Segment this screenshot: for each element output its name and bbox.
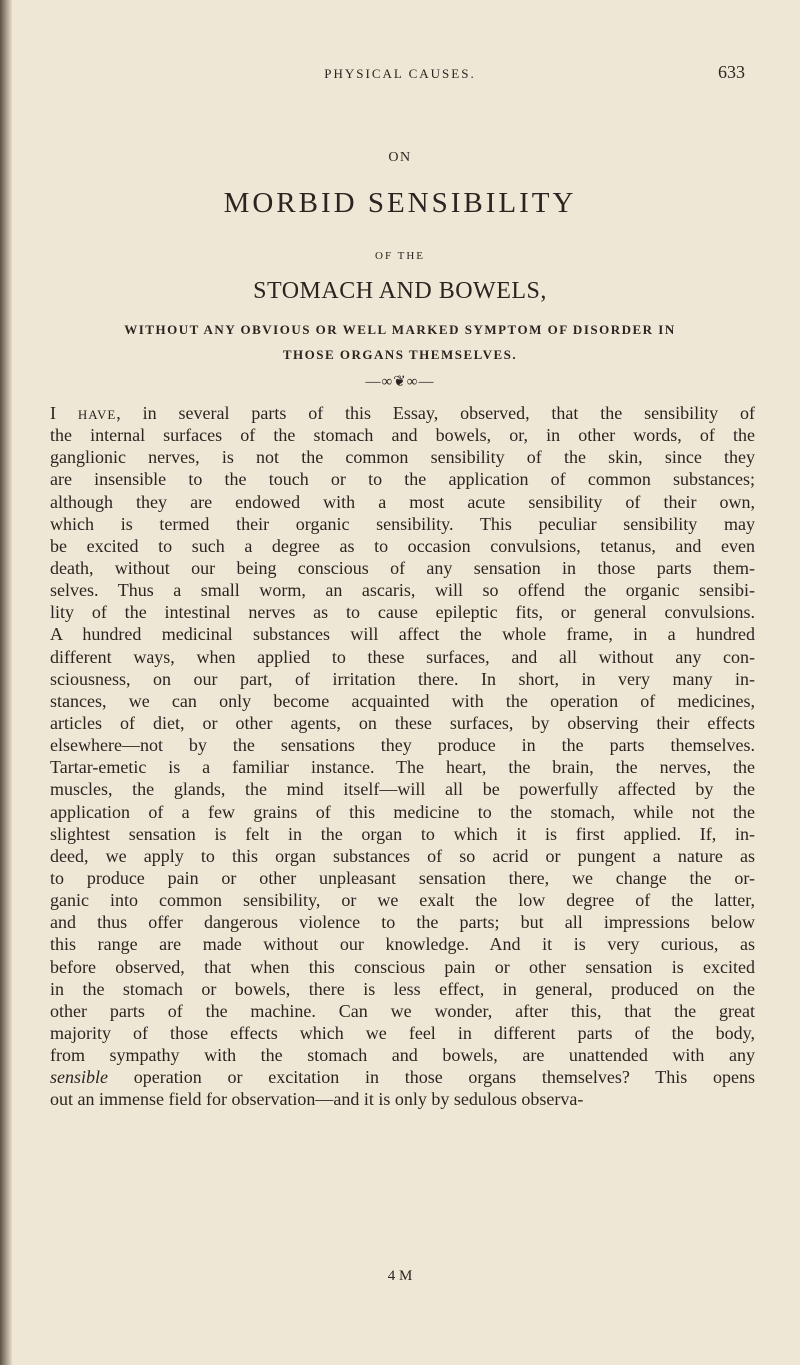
body-line [50,1088,755,1110]
body-line-text: be excited to such a degree as to occasion convulsions, tetanus, and even [50,535,755,556]
body-line-text: although they are endowed with a most acute sensibility of their own, [50,491,755,512]
body-line [50,491,755,513]
body-line [50,579,755,601]
body-line-text: selves. Thus a small worm, an ascaris, will so offend the organic sensibi- [50,580,755,601]
body-line [50,513,755,535]
body-paragraph [50,402,755,1111]
body-line-text: slightest sensation is felt in the organ to which it is first applied. If, in- [50,823,755,844]
body-line-text: ganic into common sensibility, or we exalt the low degree of the latter, [50,890,755,911]
body-line-italic: sensible [50,1067,108,1088]
body-line-text: sciousness, on our part, of irritation there. In short, in very many in- [50,668,755,689]
body-line [50,956,755,978]
body-line-text: operation or excitation in those organs themselves? This opens [108,1067,755,1088]
title-line-1: MORBID SENSIBILITY [223,187,577,219]
ornament-divider: —∞❦∞— [365,374,435,390]
body-line-text: in the stomach or bowels, there is less effect, in general, produced on the [50,978,755,999]
body-line [50,801,755,823]
body-line-text: , in several parts of this Essay, observed, that the sensibility of [116,403,755,423]
body-line [50,601,755,623]
body-line-text: application of a few grains of this medicine to the stomach, while not the [50,801,755,822]
body-line [50,911,755,933]
body-line [50,823,755,845]
body-line-text: A hundred medicinal substances will affect the whole frame, in a hundred [50,624,755,645]
body-line-text: ganglionic nerves, is not the common sensibility of the skin, since they [50,447,755,468]
body-line-text: which is termed their organic sensibility. This peculiar sensibility may [50,513,755,534]
body-line [50,668,755,690]
subtitle-line-1: WITHOUT ANY OBVIOUS OR WELL MARKED SYMPTOM OF DISORDER IN [124,322,676,337]
subtitle [0,317,800,367]
body-line-text: death, without our being conscious of any sensation in those parts them- [50,557,755,578]
body-line-text: majority of those effects which we feel in different parts of the body, [50,1022,755,1043]
body-line-text: out an immense field for observation—and it is only by sedulous observa- [50,1089,584,1110]
body-line-small-caps: have [77,403,117,423]
body-line [50,623,755,645]
body-line [50,690,755,712]
title-line-2: STOMACH AND BOWELS, [253,278,547,304]
body-line [50,402,755,424]
body-line [50,978,755,1000]
body-line-text: different ways, when applied to these surfaces, and all without any con- [50,646,755,667]
body-line [50,446,755,468]
heading-on: ON [388,150,412,165]
body-line [50,756,755,778]
body-line-text: stances, we can only become acquainted with the operation of medicines, [50,690,755,711]
body-line-text: this range are made without our knowledge. And it is very curious, as [50,934,755,955]
body-line [50,424,755,446]
body-line-text: lity of the intestinal nerves as to cause epileptic fits, or general convulsions. [50,602,755,623]
body-line-text: the internal surfaces of the stomach and bowels, or, in other words, of the [50,425,755,446]
body-line-text: elsewhere—not by the sensations they produce in the parts themselves. [50,735,755,756]
body-line [50,468,755,490]
body-line [50,1022,755,1044]
body-line [50,1044,755,1066]
body-line [50,889,755,911]
body-line-text: to produce pain or other unpleasant sensation there, we change the or- [50,867,755,888]
body-line [50,933,755,955]
heading-of-the: OF THE [375,250,425,262]
subtitle-line-2: THOSE ORGANS THEMSELVES. [282,347,518,362]
body-line [50,734,755,756]
page-number: 633 [718,62,745,82]
body-line [50,557,755,579]
body-line-text: from sympathy with the stomach and bowels, are unattended with any [50,1045,755,1066]
body-line-lead: I [50,403,78,423]
body-line [50,867,755,889]
body-line-text: articles of diet, or other agents, on these surfaces, by observing their effects [50,712,755,733]
body-line-text: before observed, that when this conscious pain or other sensation is excited [50,956,755,977]
body-line-text: Tartar-emetic is a familiar instance. The heart, the brain, the nerves, the [50,757,755,778]
body-line [50,778,755,800]
body-line-text: are insensible to the touch or to the application of common substances; [50,469,755,490]
body-line [50,712,755,734]
body-line [50,1066,755,1088]
running-head: PHYSICAL CAUSES. [324,66,476,81]
body-line [50,845,755,867]
signature-mark: 4 M [387,1268,413,1284]
body-line-text: deed, we apply to this organ substances of so acrid or pungent a nature as [50,845,755,866]
body-line [50,646,755,668]
body-line [50,535,755,557]
body-line-text: muscles, the glands, the mind itself—will all be powerfully affected by the [50,779,755,800]
body-line-text: other parts of the machine. Can we wonder, after this, that the great [50,1000,755,1021]
body-line [50,1000,755,1022]
body-line-text: and thus offer dangerous violence to the parts; but all impressions below [50,912,755,933]
